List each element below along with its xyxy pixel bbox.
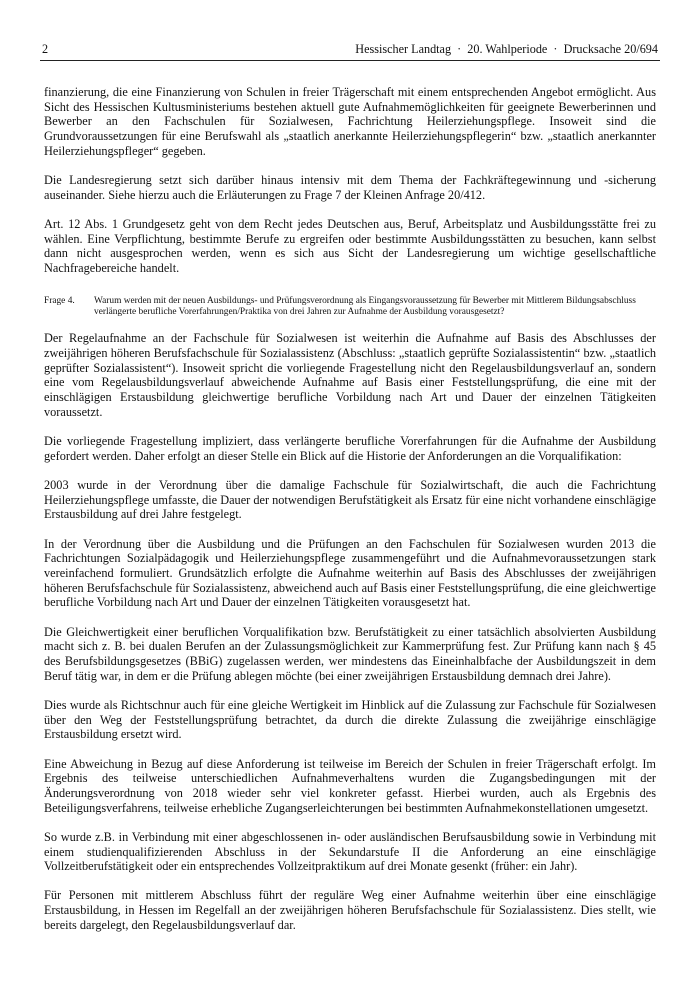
paragraph: Für Personen mit mittlerem Abschluss führt der reguläre Weg einer Aufnahme weiterhin über eine einschlägige Erstausbildung, in Hessen im Regelfall an der zweijährigen höheren Berufsfachschule für Sozialassistenz. Dies stellt, wie bereits dargelegt, den Regelausbildungsverlauf dar. — [44, 888, 656, 932]
page-header — [40, 40, 660, 61]
paragraph: Der Regelaufnahme an der Fachschule für Sozialwesen ist weiterhin die Aufnahme auf Basis des Abschlusses der zweijährigen höheren Berufsfachschule für Sozialassistenz (Abschluss: „staatlich geprüfte Sozialassistentin“ bzw. „staatlich geprüfter Sozialassistent“). Insoweit spricht die vorliegende Fragestellung nicht den Regelausbildungsverlauf an, sondern eine vom Regelausbildungsverlauf abweichende Aufnahme auf Basis einer Feststellungsprüfung, die eine mit der einschlägigen Erstausbildung gleichwertige berufliche Vorbildung nach Art und Dauer der einzelnen Tätigkeiten voraussetzt. — [44, 331, 656, 419]
document-body — [44, 85, 656, 947]
paragraph: Dies wurde als Richtschnur auch für eine gleiche Wertigkeit im Hinblick auf die Zulassung zur Fachschule für Sozialwesen über den Weg der Feststellungsprüfung betrachtet, da durch die direkte Zulassung die zweijährige einschlägige Erstausbildung ersetzt wird. — [44, 697, 656, 742]
question-block — [44, 296, 656, 319]
paragraph: Die Landesregierung setzt sich darüber hinaus intensiv mit dem Thema der Fachkräftegewinnung und -sicherung auseinander. Siehe hierzu auch die Erläuterungen zu Frage 7 der Kleinen Anfrage 20/412. — [44, 173, 656, 202]
paragraph: finanzierung, die eine Finanzierung von Schulen in freier Trägerschaft mit einem entsprechenden Angebot ermöglicht. Aus Sicht des Hessischen Kultusministeriums bestehen aktuell gute Aufnahmemöglichkeiten für geeignete Bewerberinnen und Bewerber an den Fachschulen für Sozialwesen, Fachrichtung Heilerziehungspflege. Insoweit sind die Grundvoraussetzungen für eine Berufswahl als „staatlich anerkannte Heilerziehungspflegerin“ bzw. „staatlich anerkannter Heilerziehungspfleger“ gegeben. — [44, 85, 656, 158]
page-number: 2 — [42, 42, 49, 56]
paragraph: So wurde z.B. in Verbindung mit einer abgeschlossenen in- oder ausländischen Berufsausbildung sowie in Verbindung mit einem studienqualifizierenden Abschluss in der Sekundarstufe II die Anforderung an eine einschlägige Vollzeitberufstätigkeit oder ein entsprechendes Vollzeitpraktikum auf drei Monate gesenkt (früher: ein Jahr). — [44, 829, 656, 874]
paragraph: Die Gleichwertigkeit einer beruflichen Vorqualifikation bzw. Berufstätigkeit zu einer tatsächlich absolvierten Ausbildung macht sich z. B. bei dualen Berufen an der Zulassungsmöglichkeit zur Kammerprüfung fest. Zur Prüfung kann nach § 45 des Berufsbildungsgesetzes (BBiG) zugelassen werden, wer mindestens das Eineinhalbfache der Ausbildungszeit in dem Beruf tätig war, in dem er die Prüfung ablegen möchte (bei einer zweijährigen Erstausbildung demnach drei Jahre). — [44, 624, 656, 683]
paragraph: Art. 12 Abs. 1 Grundgesetz geht von dem Recht jedes Deutschen aus, Beruf, Arbeitsplatz und Ausbildungsstätte frei zu wählen. Eine Verpflichtung, bestimmte Berufe zu ergreifen oder bestimmte Ausbildungsstätten zu besuchen, kann selbst dann nicht ausgesprochen werden, wenn es sich aus Sicht der Landesregierung um wichtige gesellschaftliche Nachfragebereiche handelt. — [44, 216, 656, 276]
document-reference: Hessischer Landtag · 20. Wahlperiode · Drucksache 20/694 — [355, 42, 658, 56]
paragraph: In der Verordnung über die Ausbildung und die Prüfungen an den Fachschulen für Sozialwesen wurden 2013 die Fachrichtungen Sozialpädagogik und Heilerziehungspflege zusammengeführt und die Aufnahmevoraussetzungen stark vereinfachend formuliert. Grundsätzlich erfolgte die Aufnahme weiterhin auf Basis des Abschlusses der zweijährigen höheren Berufsfachschule für Sozialassistenz, abweichend auch auf Basis einer Feststellungsprüfung, die eine gleichwertige berufliche Vorbildung nach Art und Dauer der einzelnen Tätigkeiten vorausgesetzt hat. — [44, 536, 656, 610]
paragraph: Eine Abweichung in Bezug auf diese Anforderung ist teilweise im Bereich der Schulen in freier Trägerschaft erfolgt. Im Ergebnis des teilweise unterschiedlichen Aufnahmeverhaltens wurden die Zugangsbedingungen mit der Änderungsverordnung von 2018 wieder sehr viel konkreter gefasst. Hierbei wurden, auch als Ergebnis des Beteiligungsverfahrens, teilweise erhebliche Zugangserleichterungen bei bestimmten Aufnahmekonstellationen umgesetzt. — [44, 756, 656, 815]
question-text: Warum werden mit der neuen Ausbildungs- und Prüfungsverordnung als Eingangsvoraussetzung für Bewerber mit Mittlerem Bildungsabschluss verlängerte berufliche Vorerfahrungen/Praktika von drei Jahren zur Aufnahme der Ausbildung vorausgesetzt? — [94, 295, 636, 318]
question-label: Frage 4. — [44, 295, 75, 306]
paragraph: Die vorliegende Fragestellung impliziert, dass verlängerte berufliche Vorerfahrungen für die Aufnahme der Ausbildung gefordert werden. Daher erfolgt an dieser Stelle ein Blick auf die Historie der Anforderungen an die Vorqualifikation: — [44, 434, 656, 463]
paragraph: 2003 wurde in der Verordnung über die damalige Fachschule für Sozialwirtschaft, die auch die Fachrichtung Heilerziehungspflege umfasste, die Dauer der notwendigen Berufstätigkeit als Ersatz für eine nicht vorhandene einschlägige Erstausbildung auf drei Jahre festgelegt. — [44, 477, 656, 522]
